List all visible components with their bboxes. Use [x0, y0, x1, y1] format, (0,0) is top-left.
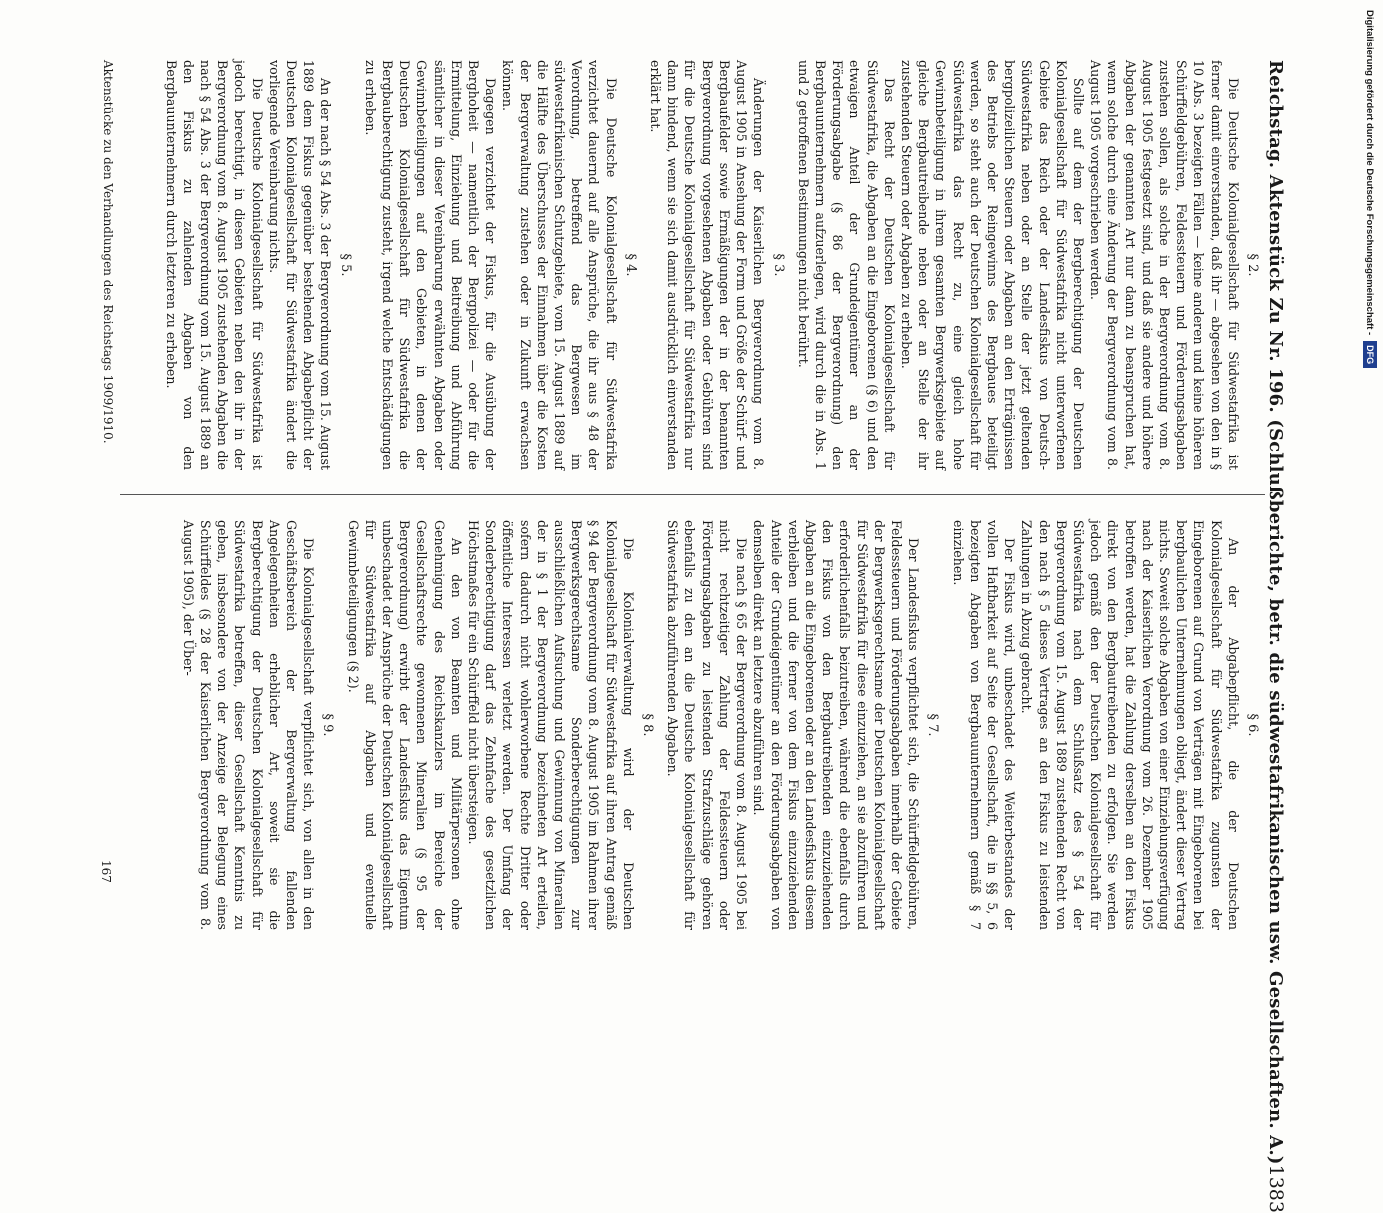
- paragraph: Die Kolonialverwaltung wird der Deutschen Kolonialgesellschaft für Südwestafrika auf ihren Antrag gemäß § 94 der Bergverordnung vom 8. August 1905 im Rahmen ihrer Bergwerksgerechtsame Sonderberechtigungen zur ausschließlichen Aufsuchung und Gewinnung von Mineralien der in § 1 der Bergverordnung bezeichneten Art erteilen, sofern dadurch nicht wohlerworbene Rechte Dritter oder öffentliche Interessen verletzt werden. Der Umfang der Sonderberechtigung darf das Zehnfache des gesetzlichen Höchstmaßes für ein Schürffeld nicht übersteigen.: [466, 520, 636, 930]
- section-heading: § 2.: [1245, 253, 1260, 277]
- paragraph: Der Landesfiskus verpflichtet sich, die Schürffeldgebühren, Feldessteuern und Förderungsabgaben innerhalb der Gebiete der Bergwerksgerechtsame der Deutschen Kolonialgesellschaft für Südwestafrika für diese einzuziehen, an sie abzuführen und erforderlichenfalls beizutreiben, während die ebenfalls durch den Fiskus von den Bergbautreibenden einzuziehenden Abgaben an die Eingeborenen oder an den Landesfiskus diesem verbleiben und die ferner von dem Fiskus einzuziehenden Anteile der Grundeigentümer an den Förderungsabgaben von demselben direkt an letztere abzuführen sind.: [751, 520, 922, 930]
- credit-text: Digitalisierung gefördert durch die Deutsche Forschungsgemeinschaft -: [1364, 10, 1376, 336]
- footer-sheet-number: 167: [99, 860, 113, 883]
- paragraph: Der Fiskus wird, unbeschadet des Weiterbestandes der vollen Haftbarkeit auf Seite der Gesellschaft, die in §§ 5, 6 bezeigten Abgaben von Bergbauunternehmern gemäß § 7 einziehen.: [950, 520, 1018, 930]
- paragraph: An der Abgabepflicht, die der Deutschen Kolonialgesellschaft für Südwestafrika zugunsten der Eingeborenen auf Grund von Verträgen mit Eingeborenen bei bergbaulichen Unternehmungen obliegt, ändert dieser Vertrag nichts. Soweit solche Abgaben von einer Einziehungsverfügung nach der Kaiserlichen Verordnung vom 26. Dezember 1905 betroffen werden, hat die Zahlung derselben an den Fiskus direkt von den Bergbautreibenden zu erfolgen. Sie werden jedoch gemäß den der Deutschen Kolonialgesellschaft für Südwestafrika nach dem Schlußsatz des § 54 der Bergverordnung vom 15. August 1889 zustehenden Recht von den nach § 5 dieses Vertrages an den Fiskus zu leistenden Zahlungen in Abzug gebracht.: [1019, 520, 1241, 930]
- paragraph: Dagegen verzichtet der Fiskus, für die Ausübung der Berghoheit — namentlich der Bergpolizei — oder für die Ermittelung, Einziehung und Beitreibung und Abführung sämtlicher in dieser Vereinbarung erwähnten Abgaben oder Gewinnbeteiligungen auf den Gebieten, in denen der Deutschen Kolonialgesellschaft für Südwestafrika die Bergbauberechtigung zusteht, irgend welche Entschädigungen zu erheben.: [362, 60, 499, 470]
- dfg-logo: DFG: [1363, 341, 1377, 368]
- paragraph: Das Recht der Deutschen Kolonialgesellschaft für Südwestafrika, die Abgaben an die Eingeborenen (§ 6) und den etwaigen Anteil der Grundeigentümer an der Förderungsabgabe (§ 86 der Bergverordnung) den Bergbauunternehmern aufzuerlegen, wird durch die in Abs. 1 und 2 getroffenen Bestimmungen nicht berührt.: [795, 60, 897, 470]
- paragraph: Die nach § 65 der Bergverordnung vom 8. August 1905 bei nicht rechtzeitiger Zahlung der Feldessteuern oder Förderungsabgaben zu leistenden Strafzuschläge gehören ebenfalls zu den an die Deutsche Kolonialgesellschaft für Südwestafrika abzuführenden Abgaben.: [665, 520, 750, 930]
- right-column: [180, 520, 1261, 930]
- column-divider: [120, 494, 1265, 495]
- footer-note: Aktenstücke zu den Verhandlungen des Reichstags 1909/1910.: [101, 60, 115, 444]
- page-number: 1383: [1265, 1164, 1287, 1213]
- paragraph: An den von Beamten und Militärpersonen ohne Genehmigung des Reichskanzlers im Bereiche der Gesellschaftsrechte gewonnenen Mineralien (§ 95 der Bergverordnung) erwirbt der Landesfiskus das Eigentum unbeschadet der Ansprüche der Deutschen Kolonialgesellschaft für Südwestafrika auf Abgaben und eventuelle Gewinnbeteiligungen (§ 2).: [345, 520, 464, 930]
- section-heading: § 3.: [770, 253, 786, 277]
- page-header: [1261, 60, 1291, 1213]
- left-column: [162, 60, 1261, 470]
- paragraph: Die Deutsche Kolonialgesellschaft für Südwestafrika verzichtet dauernd auf alle Ansprüche, die ihr aus § 48 der Verordnung, betreffend das Bergwesen im südwestafrikanischen Schutzgebiete, vom 15. August 1889 auf die Hälfte des Überschusses der Einnahmen über die Kosten der Bergverwaltung zustehen oder in Zukunft erwachsen können.: [500, 60, 619, 470]
- paragraph: Die Kolonialgesellschaft verpflichtet sich, von allen in den Geschäftsbereich der Bergverwaltung fallenden Angelegenheiten erheblicher Art, soweit sie die Bergberechtigung der Deutschen Kolonialgesellschaft für Südwestafrika betreffen, dieser Gesellschaft Kenntnis zu geben, insbesondere von der Anzeige der Belegung eines Schürffeldes (§ 28 der Kaiserlichen Bergverordnung vom 8. August 1905), der Über-: [180, 520, 317, 930]
- section-heading: § 6.: [1245, 713, 1260, 737]
- section-heading: § 8.: [640, 713, 656, 737]
- header-title: Reichstag. Aktenstück Zu Nr. 196. (Schlußberichte, betr. die südwestafrikanischen usw. Gesellschaften. A.): [1265, 60, 1287, 1165]
- section-heading: § 5.: [337, 253, 353, 277]
- section-heading: § 4.: [622, 253, 638, 277]
- paragraph: Die Deutsche Kolonialgesellschaft für Südwestafrika ist jedoch berechtigt, in diesen Gebieten neben den ihr in der Bergverordnung vom 8. August 1905 zustehenden Abgaben die nach § 54 Abs. 3 der Bergverordnung vom 15. August 1889 an den Fiskus zu zahlenden Abgaben von den Bergbauunternehmern durch letzteren zu erheben.: [163, 60, 265, 470]
- side-credit: [1362, 10, 1378, 990]
- section-heading: § 7.: [925, 713, 941, 737]
- paragraph: Die Deutsche Kolonialgesellschaft für Südwestafrika ist ferner damit einverstanden, daß ihr — abgesehen von den in § 10 Abs. 3 bezeigten Fällen — keine anderen und keine höheren Schürffeldgebühren, Feldessteuern und Förderungsabgaben zustehen sollen, als solche in der Bergverordnung vom 8. August 1905 festgesetzt sind, und daß sie andere und höhere Abgaben der genannten Art nur dann zu beanspruchen hat, wenn solche durch eine Änderung der Bergverordnung vom 8. August 1905 vorgeschrieben werden.: [1088, 60, 1241, 470]
- paragraph: An der nach § 54 Abs. 3 der Bergverordnung vom 15. August 1889 dem Fiskus gegenüber bestehenden Abgabepflicht der Deutschen Kolonialgesellschaft für Südwestafrika ändert die vorliegende Vereinbarung nichts.: [266, 60, 334, 470]
- paragraph: Änderungen der Kaiserlichen Bergverordnung vom 8. August 1905 in Ansehung der Form und Größe der Schürf- und Bergbaufelder sowie Ermäßigungen der in der benannten Bergverordnung vorgesehenen Abgaben oder Gebühren sind für die Deutsche Kolonialgesellschaft für Südwestafrika nur dann bindend, wenn sie sich damit ausdrücklich einverstanden erklärt hat.: [648, 60, 767, 470]
- paragraph: Sollte auf dem der Bergberechtigung der Deutschen Kolonialgesellschaft für Südwestafrika nicht unterworfenen Gebiete das Reich oder der Landesfiskus von Deutsch-Südwestafrika neben oder an Stelle der jetzt geltenden bergpolizeilichen Steuern oder Abgaben an den Erträgnissen des Betriebs oder Reingewinns des Bergbaues beteiligt werden, so steht auch der Deutschen Kolonialgesellschaft für Südwestafrika das Recht zu, eine gleich hohe Gewinnbeteiligung in ihrem gesamten Bergwerksgebiete auf gleiche Bergbautreibende neben oder an Stelle der ihr zustehenden Steuern oder Abgaben zu erheben.: [898, 60, 1086, 470]
- section-heading: § 9.: [320, 713, 336, 737]
